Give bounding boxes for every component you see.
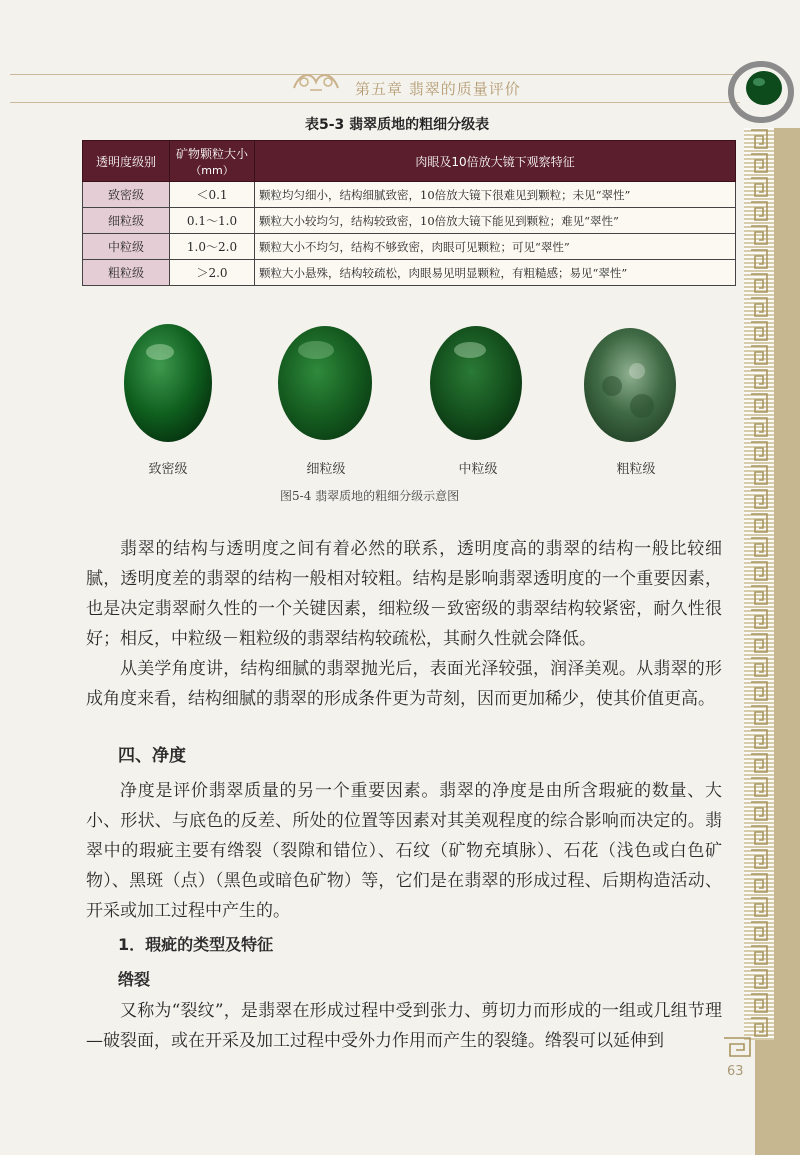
greek-key-pattern-icon [749, 128, 769, 1040]
cell-size: 1.0～2.0 [170, 234, 255, 260]
section-heading: 四、净度 [118, 746, 186, 766]
body-paragraph: 翡翠的结构与透明度之间有着必然的联系，透明度高的翡翠的结构一般比较细腻，透明度差的翡翠的结构一般相对较粗。结构是影响翡翠透明度的一个重要因素，也是决定翡翠耐久性的一个关键因素，细粒级－致密级的翡翠结构较紧密，耐久性很好；相反，中粒级－粗粒级的翡翠结构较疏松，其耐久性就会降低。 [86, 539, 722, 649]
cell-size: ＜0.1 [170, 182, 255, 208]
gem-label: 中粒级 [458, 462, 498, 477]
table-row [83, 260, 736, 286]
texture-grade-table [82, 140, 736, 286]
cell-grade: 细粒级 [83, 208, 170, 234]
gem-label: 粗粒级 [616, 462, 656, 477]
gem-medium-grain-image [428, 324, 524, 442]
header-grade: 透明度级别 [83, 141, 170, 182]
header-rule-bottom [10, 102, 740, 103]
page-number: 63 [727, 1064, 744, 1079]
jade-ring-icon [726, 54, 796, 124]
gem-fine-dense-image [122, 322, 214, 444]
gold-corner-block [755, 1040, 800, 1155]
gem-fine-grain-image [276, 324, 374, 442]
header-rule-top [10, 74, 740, 75]
header-desc: 肉眼及10倍放大镜下观察特征 [255, 141, 736, 182]
cell-grade: 致密级 [83, 182, 170, 208]
cell-grade: 粗粒级 [83, 260, 170, 286]
cell-size: 0.1～1.0 [170, 208, 255, 234]
header-size-line1: 矿物颗粒大小 [175, 146, 248, 161]
cell-desc: 颗粒均匀细小，结构细腻致密，10倍放大镜下很难见到颗粒；未见“翠性” [255, 182, 736, 208]
cell-grade: 中粒级 [83, 234, 170, 260]
body-paragraph: 又称为“裂纹”，是翡翠在形成过程中受到张力、剪切力而形成的一组或几组节理—破裂面，或在开采及加工过程中受外力作用而产生的裂缝。绺裂可以延伸到 [86, 1001, 722, 1051]
cell-desc: 颗粒大小悬殊，结构较疏松，肉眼易见明显颗粒，有粗糙感；易见“翠性” [255, 260, 736, 286]
header-size [170, 141, 255, 182]
table-row [83, 182, 736, 208]
header-size-unit: （mm） [190, 163, 234, 177]
cell-desc: 颗粒大小不均匀，结构不够致密，肉眼可见颗粒；可见“翠性” [255, 234, 736, 260]
figure-caption: 图5-4 翡翠质地的粗细分级示意图 [280, 489, 460, 503]
greek-key-corner-icon [722, 1036, 752, 1058]
subsection-heading: 1．瑕疵的类型及特征 [118, 935, 274, 954]
cell-size: ＞2.0 [170, 260, 255, 286]
table-header-row [83, 141, 736, 182]
gem-label: 致密级 [148, 462, 188, 477]
gem-coarse-grain-image [582, 326, 678, 444]
table-row [83, 234, 736, 260]
gold-side-bar [774, 128, 800, 1155]
chapter-title: 第五章 翡翠的质量评价 [355, 80, 521, 98]
body-paragraph: 净度是评价翡翠质量的另一个重要因素。翡翠的净度是由所含瑕疵的数量、大小、形状、与底色的反差、所处的位置等因素对其美观程度的综合影响而决定的。翡翠中的瑕疵主要有绺裂（裂隙和错位）、石纹（矿物充填脉）、石花（浅色或白色矿物）、黑斑（点）（黑色或暗色矿物）等，它们是在翡翠的形成过程、后期构造活动、开采或加工过程中产生的。 [86, 781, 722, 921]
table-row [83, 208, 736, 234]
gem-label: 细粒级 [306, 462, 346, 477]
cell-desc: 颗粒大小较均匀，结构较致密，10倍放大镜下能见到颗粒；难见“翠性” [255, 208, 736, 234]
body-paragraph: 从美学角度讲，结构细腻的翡翠抛光后，表面光泽较强，润泽美观。从翡翠的形成角度来看，结构细腻的翡翠的形成条件更为苛刻，因而更加稀少，使其价值更高。 [86, 659, 722, 709]
table-caption: 表5-3 翡翠质地的粗细分级表 [305, 117, 490, 133]
term-heading: 绺裂 [118, 970, 151, 989]
scroll-ornament-icon [290, 68, 342, 94]
